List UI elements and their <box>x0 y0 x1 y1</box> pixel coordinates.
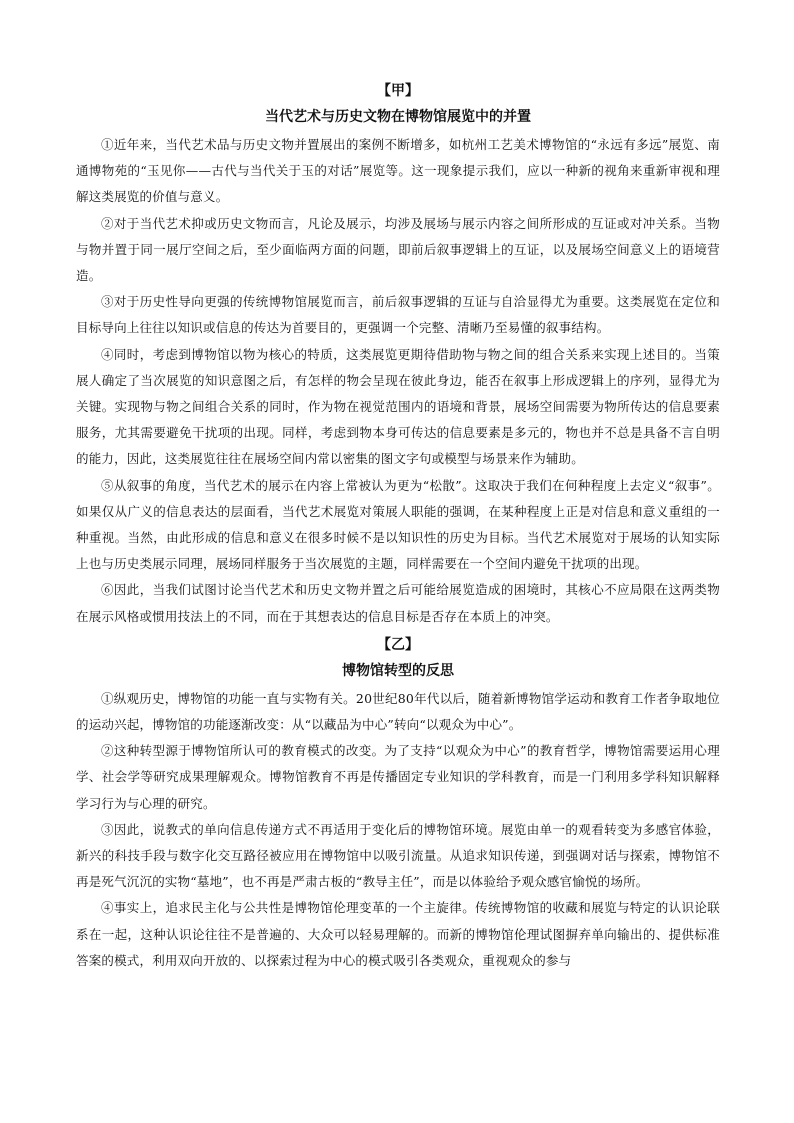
section-a-title: 当代艺术与历史文物在博物馆展览中的并置 <box>265 109 531 125</box>
section-a-tag: 【甲】 <box>377 83 419 99</box>
section-b-paragraph-1: ①纵观历史，博物馆的功能一直与实物有关。20世纪80年代以后，随着新博物馆学运动和教育工作者争取地位的运动兴起，博物馆的功能逐渐改变：从“以藏品为中心”转向“以观众为中心”。 <box>76 690 720 733</box>
section-b-paragraph-3: ③因此，说教式的单向信息传递方式不再适用于变化后的博物馆环境。展览由单一的观看转变为多感官体验，新兴的科技手段与数字化交互路径被应用在博物馆中以吸引流量。从追求知识传递，到强调对话与探索，博物馆不再是死气沉沉的实物“墓地”，也不再是严肃古板的“教导主任”，而是以体验给予观众感官愉悦的场所。 <box>76 821 720 890</box>
section-a-paragraph-5: ⑤从叙事的角度，当代艺术的展示在内容上常被认为更为“松散”。这取决于我们在何种程度上去定义“叙事”。如果仅从广义的信息表达的层面看，当代艺术展览对策展人职能的强调，在某种程度上正是对信息和意义重组的一种重视。当然，由此形成的信息和意义在很多时候不是以知识性的历史为目标。当代艺术展览对于展场的认知实际上也与历史类展示同理，展场同样服务于当次展览的主题，同样需要在一个空间内避免干扰项的出现。 <box>76 477 720 572</box>
section-b-paragraph-2: ②这种转型源于博物馆所认可的教育模式的改变。为了支持“以观众为中心”的教育哲学，博物馆需要运用心理学、社会学等研究成果理解观众。博物馆教育不再是传播固定专业知识的学科教育，而是一门利用多学科知识解释学习行为与心理的研究。 <box>76 743 720 811</box>
section-a-paragraph-6: ⑥因此，当我们试图讨论当代艺术和历史文物并置之后可能给展览造成的困境时，其核心不应局限在这两类物在展示风格或惯用技法上的不同，而在于其想表达的信息目标是否存在本质上的冲突。 <box>76 582 720 624</box>
section-b-tag: 【乙】 <box>377 636 419 653</box>
section-a-paragraph-1: ①近年来，当代艺术品与历史文物并置展出的案例不断增多，如杭州工艺美术博物馆的“永远有多远”展览、南通博物苑的“玉见你——古代与当代关于玉的对话”展览等。这一现象提示我们，应以一种新的视角来重新审视和理解这类展览的价值与意义。 <box>76 137 720 205</box>
section-a-paragraph-4: ④同时，考虑到博物馆以物为核心的特质，这类展览更期待借助物与物之间的组合关系来实现上述目的。当策展人确定了当次展览的知识意图之后，有怎样的物会呈现在彼此身边，能否在叙事上形成逻辑上的序列，显得尤为关键。实现物与物之间组合关系的同时，作为物在视觉范围内的语境和背景，展场空间需要为物所传达的信息要素服务，尤其需要避免干扰项的出现。同样，考虑到物本身可传达的信息要素是多元的，物也并不总是具备不言自明的能力，因此，这类展览往往在展场空间内常以密集的图文字句或模型与场景来作为辅助。 <box>76 346 720 467</box>
section-b <box>76 632 720 974</box>
section-b-title: 博物馆转型的反思 <box>342 662 454 679</box>
section-b-paragraph-4: ④事实上，追求民主化与公共性是博物馆伦理变革的一个主旋律。传统博物馆的收藏和展览与特定的认识论联系在一起，这种认识论往往不是普遍的、大众可以轻易理解的。而新的博物馆伦理试图摒弃单向输出的、提供标准答案的模式，利用双向开放的、以探索过程为中心的模式吸引各类观众，重视观众的参与 <box>76 900 720 968</box>
section-a-paragraph-2: ②对于当代艺术抑或历史文物而言，凡论及展示，均涉及展场与展示内容之间所形成的互证或对冲关系。当物与物并置于同一展厅空间之后，至少面临两方面的问题，即前后叙事逻辑上的互证，以及展场空间意义上的语境营造。 <box>76 215 720 284</box>
section-a-paragraph-3: ③对于历史性导向更强的传统博物馆展览而言，前后叙事逻辑的互证与自洽显得尤为重要。这类展览在定位和目标导向上往往以知识或信息的传达为首要目的，更强调一个完整、清晰乃至易懂的叙事结构。 <box>76 294 720 336</box>
document-page <box>76 78 720 974</box>
section-a <box>76 78 720 630</box>
